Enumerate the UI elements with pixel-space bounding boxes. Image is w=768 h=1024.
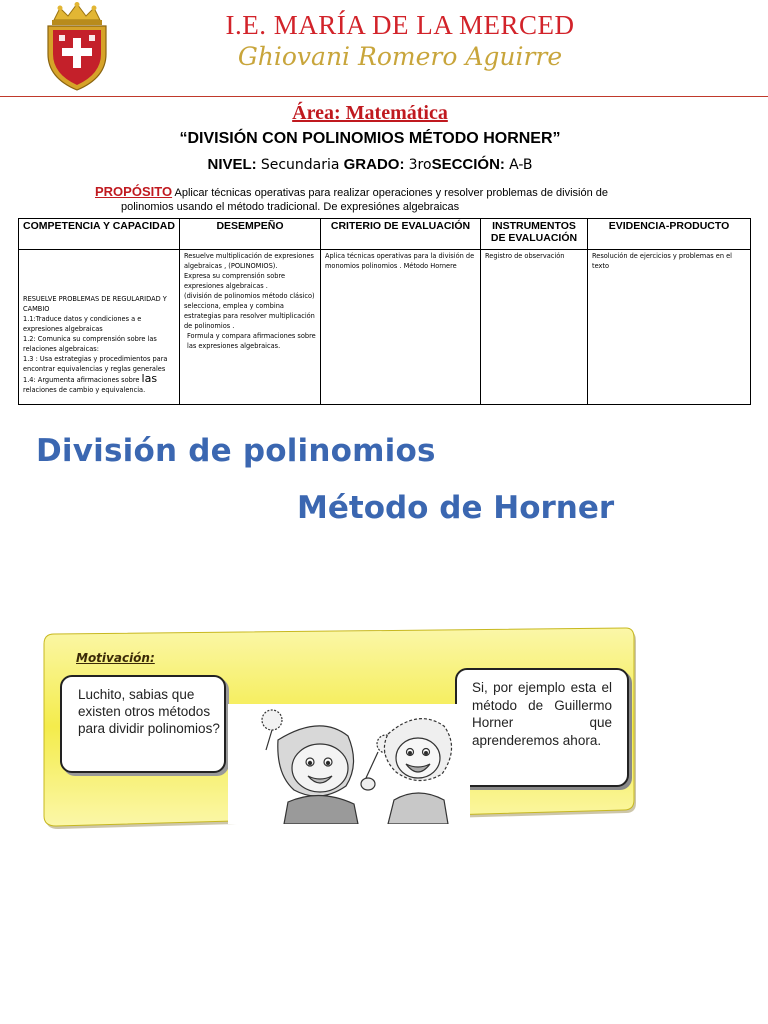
capacity-1: 1.1:Traduce datos y condiciones a e expresiones algebraicas	[23, 315, 142, 333]
capacity-4-c: relaciones de cambio y equivalencia.	[23, 386, 146, 394]
header-instruments: INSTRUMENTOS DE EVALUACIÓN	[481, 219, 588, 250]
motivation-label: Motivación:	[76, 651, 155, 665]
competency-table	[18, 218, 751, 405]
header-performance: DESEMPEÑO	[180, 219, 321, 250]
level-label: NIVEL:	[207, 156, 257, 173]
performance-1: Resuelve multiplicación de expresiones algebraicas , (POLINOMIOS).	[184, 252, 314, 270]
children-illustration	[228, 704, 470, 824]
section-value: A-B	[509, 157, 533, 173]
title-division-polynomials: División de polinomios	[36, 433, 436, 469]
performance-3: (división de polinomios método clásico) selecciona, emplea y combina estrategias para resolver multiplicación de polinomios .	[184, 292, 315, 330]
capacity-3: 1.3 : Usa estrategias y procedimientos para encontrar equivalencias y reglas generales	[23, 355, 168, 373]
header-competency: COMPETENCIA Y CAPACIDAD	[19, 219, 180, 250]
purpose-label: PROPÓSITO	[95, 184, 173, 199]
performance-2: Expresa su comprensión sobre expresiones algebraicas .	[184, 272, 286, 290]
capacity-4	[23, 374, 175, 395]
purpose-block	[95, 185, 655, 214]
cell-instrument: Registro de observación	[481, 250, 588, 405]
grade-value: 3ro	[408, 157, 432, 173]
title-horner-method: Método de Horner	[297, 490, 615, 526]
cell-evidence: Resolución de ejercicios y problemas en el texto	[588, 250, 751, 405]
cell-criterion: Aplica técnicas operativas para la división de monomios polinomios . Método Hornere	[321, 250, 481, 405]
level-value: Secundaria	[260, 157, 340, 173]
speech-bubble-right-text: Si, por ejemplo esta el método de Guillermo Horner que aprenderemos ahora.	[472, 680, 612, 748]
school-name: I.E. MARÍA DE LA MERCED	[225, 10, 575, 40]
lesson-title: “DIVISIÓN CON POLINOMIOS MÉTODO HORNER”	[179, 130, 561, 147]
purpose-line-2: polinomios usando el método tradicional. De expresiónes algebraicas	[121, 201, 460, 213]
table-header-row	[19, 219, 751, 250]
cell-performance	[180, 250, 321, 405]
table-row	[19, 250, 751, 405]
school-crest-logo	[42, 2, 112, 92]
header-criterion: CRITERIO DE EVALUACIÓN	[321, 219, 481, 250]
teacher-name: Ghiovani Romero Aguirre	[237, 42, 563, 71]
capacity-2: 1.2: Comunica su comprensión sobre las relaciones algebraicas:	[23, 335, 157, 353]
level-line	[0, 156, 740, 173]
grade-label: GRADO:	[343, 156, 405, 173]
competency-title: RESUELVE PROBLEMAS DE REGULARIDAD Y CAMBIO	[23, 295, 167, 313]
section-label: SECCIÓN:	[431, 156, 505, 173]
capacity-4-b: las	[141, 372, 158, 385]
speech-bubble-left-text: Luchito, sabias que existen otros métodos para dividir polinomios?	[78, 687, 220, 736]
capacity-4-a: 1.4: Argumenta afirmaciones sobre	[23, 376, 142, 384]
performance-4: Formula y compara afirmaciones sobre las expresiones algebraicas.	[187, 332, 316, 350]
header-evidence: EVIDENCIA-PRODUCTO	[588, 219, 751, 250]
area-title: Área: Matemática	[292, 102, 448, 124]
cell-competency	[19, 250, 180, 405]
purpose-line-1: Aplicar técnicas operativas para realizar operaciones y resolver problemas de división de	[174, 187, 609, 199]
header-divider	[0, 96, 768, 97]
